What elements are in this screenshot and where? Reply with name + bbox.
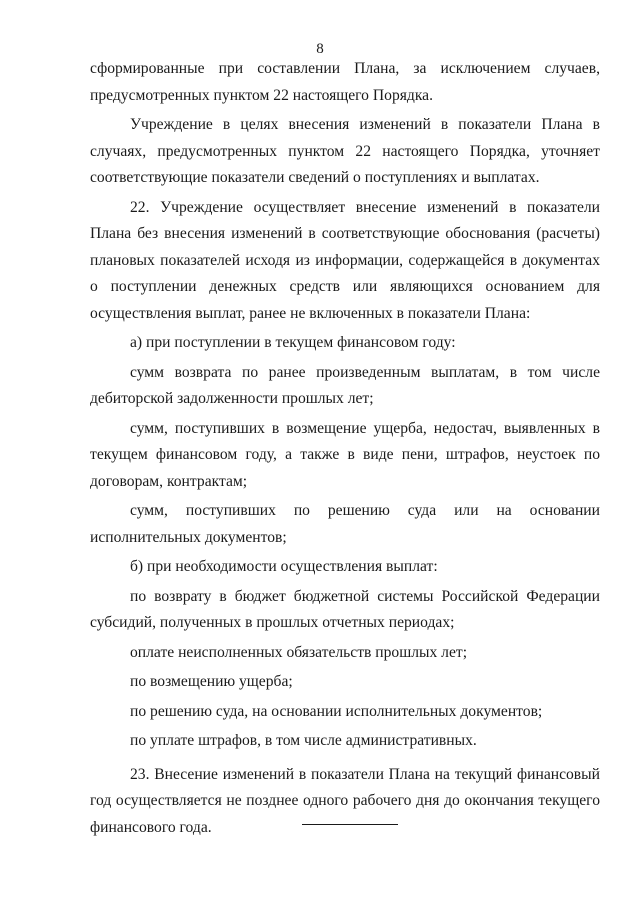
page-number: 8 [316,41,324,57]
subclause-a: а) при поступлении в текущем финансовом году: [130,334,456,351]
paragraph-23: 23. Внесение изменений в показатели Плана на текущий финансовый год осуществляется не позднее одного рабочего дня до окончания текущего финансового года. [90,765,600,836]
end-of-document-rule [302,824,398,825]
list-item: по решению суда, на основании исполнительных документов; [130,702,543,720]
subclause-b: б) при необходимости осуществления выплат: [130,558,438,575]
list-item: по возмещению ущерба; [130,673,293,690]
list-item: оплате неисполненных обязательств прошлых лет; [130,643,468,661]
list-item: сумм, поступивших по решению суда или на основании исполнительных документов; [90,502,600,546]
document-body [90,56,600,841]
list-item: сумм, поступивших в возмещение ущерба, недостач, выявленных в текущем финансовом году, а также в виде пени, штрафов, неустоек по договорам, контрактам; [90,419,600,490]
paragraph-clarification: Учреждение в целях внесения изменений в показатели Плана в случаях, предусмотренных пунктом 22 настоящего Порядка, уточняет соответствующие показатели сведений о поступлениях и выплатах. [90,116,600,186]
list-item: по уплате штрафов, в том числе административных. [130,732,477,749]
paragraph-continuation: сформированные при составлении Плана, за исключением случаев, предусмотренных пунктом 22 настоящего Порядка. [90,60,600,104]
paragraph-22: 22. Учреждение осуществляет внесение изменений в показатели Плана без внесения изменений в соответствующие обоснования (расчеты) плановых показателей исходя из информации, содержащейся в документах о поступлении денежных средств или являющихся основанием для осуществления выплат, ранее не включенных в показатели Плана: [90,198,600,322]
list-item: сумм возврата по ранее произведенным выплатам, в том числе дебиторской задолженности прошлых лет; [90,363,600,407]
list-item: по возврату в бюджет бюджетной системы Российской Федерации субсидий, полученных в прошлых отчетных периодах; [90,587,600,631]
